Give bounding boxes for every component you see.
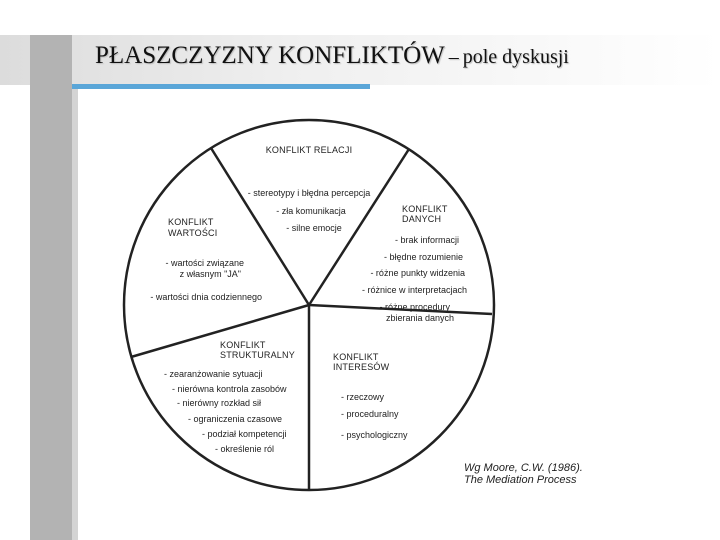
sector-relacji-item: - zła komunikacja (276, 206, 346, 216)
sector-danych-item: - różnice w interpretacjach (361, 285, 467, 295)
left-accent-bar-inner (72, 85, 78, 540)
sector-relacji-header: KONFLIKT RELACJI (265, 145, 353, 155)
sector-wartosci-item: z własnym "JA" (179, 269, 241, 279)
sector-danych-item: zbierania danych (385, 313, 454, 323)
sector-interesow-header: INTERESÓW (333, 362, 390, 372)
conflict-wheel-diagram (104, 105, 614, 510)
sector-wartosci-header: KONFLIKT (168, 217, 214, 227)
sector-danych-item: - błędne rozumienie (383, 252, 463, 262)
sector-strukturalny-item: - zearanżowanie sytuacji (164, 369, 263, 379)
sector-strukturalny-header: STRUKTURALNY (220, 350, 295, 360)
title-underline (72, 84, 370, 89)
sector-strukturalny-header: KONFLIKT (220, 340, 266, 350)
title-subtitle: pole dyskusji (462, 46, 569, 68)
sector-interesow-item: - proceduralny (341, 409, 399, 419)
sector-strukturalny-item: - podział kompetencji (202, 429, 287, 439)
sector-relacji-item: - silne emocje (286, 223, 342, 233)
left-accent-bar (30, 35, 72, 540)
sector-relacji-item: - stereotypy i błędna percepcja (247, 188, 371, 198)
sector-wartosci-item: - wartości związane (165, 258, 244, 268)
sector-danych-item: - brak informacji (394, 235, 459, 245)
sector-wartosci-header: WARTOŚCI (168, 228, 218, 238)
title-main: PŁASZCZYZNY KONFLIKTÓW (95, 42, 445, 69)
sector-danych-item: - różne punkty widzenia (370, 268, 465, 278)
citation-line: The Mediation Process (464, 474, 577, 486)
sector-interesow-item: - rzeczowy (341, 392, 385, 402)
sector-strukturalny-item: - określenie ról (215, 444, 275, 454)
sector-interesow-item: - psychologiczny (341, 430, 408, 440)
sector-strukturalny-item: - ograniczenia czasowe (188, 414, 283, 424)
sector-strukturalny-item: - nierówna kontrola zasobów (172, 384, 287, 394)
sector-danych-header: KONFLIKT (402, 204, 448, 214)
diagram-area (104, 105, 614, 510)
sector-interesow-header: KONFLIKT (333, 352, 379, 362)
sector-wartosci-item: - wartości dnia codziennego (150, 292, 262, 302)
citation-line: Wg Moore, C.W. (1986). (464, 462, 583, 474)
sector-danych-header: DANYCH (402, 214, 442, 224)
slide-title (95, 42, 569, 70)
sector-danych-item: - różne procedury (379, 302, 450, 312)
title-separator: – (448, 46, 459, 68)
sector-strukturalny-item: - nierówny rozkład sił (177, 398, 262, 408)
